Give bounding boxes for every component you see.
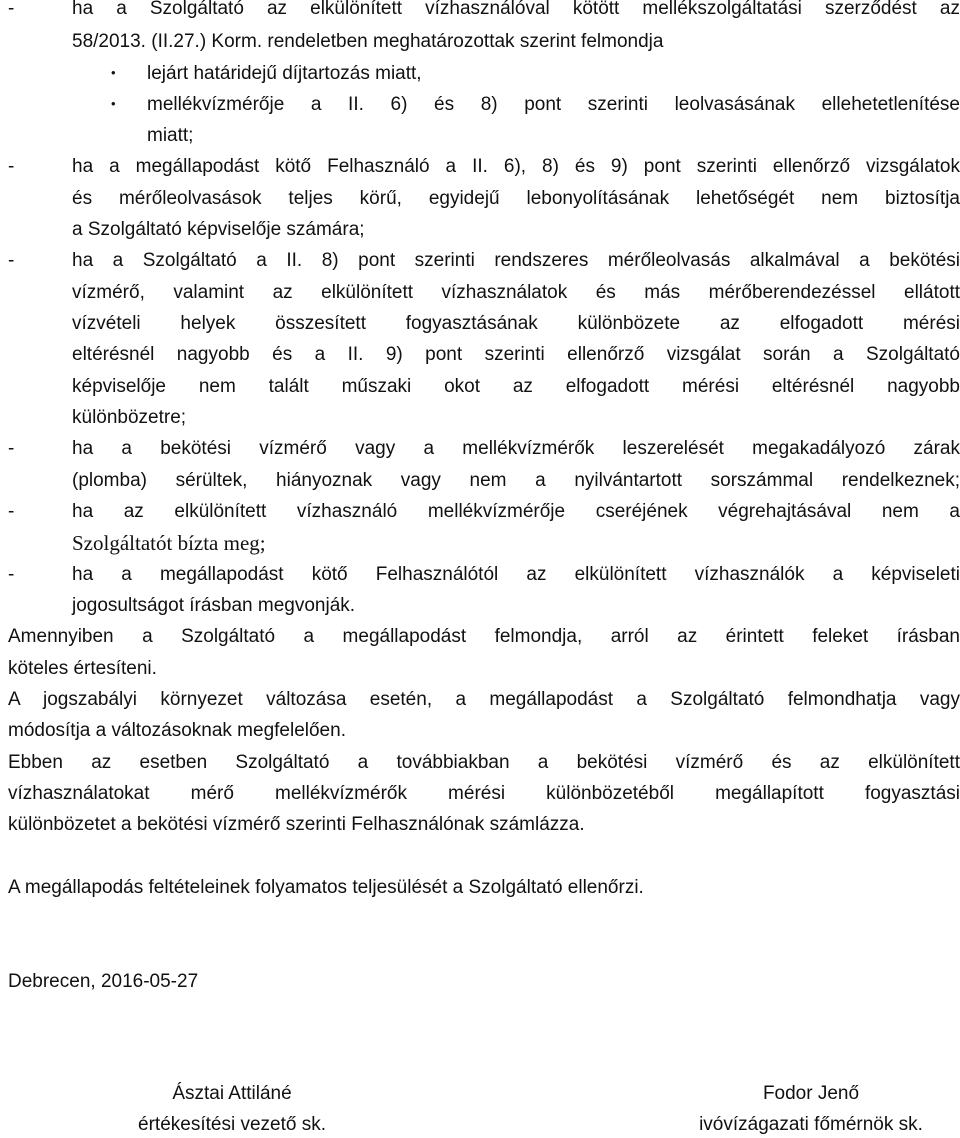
paragraph-line: módosítja a változásoknak megfelelően. (8, 720, 346, 741)
list-dash: - (8, 0, 15, 19)
paragraph-line: köteles értesíteni. (8, 658, 157, 679)
bullet-icon: • (111, 65, 116, 80)
list-item-line: ha a bekötési vízmérő vagy a mellékvízmérők leszerelését megakadályozó zárak (72, 438, 960, 459)
paragraph-line: Ebben az esetben Szolgáltató a továbbiakban a bekötési vízmérő és az elkülönített (8, 752, 960, 773)
list-item-line: (plomba) sérültek, hiányoznak vagy nem a nyilvántartott sorszámmal rendelkeznek; (72, 470, 960, 491)
list-dash: - (8, 250, 15, 271)
paragraph-line: A jogszabályi környezet változása esetén, a megállapodást a Szolgáltató felmondhatja vagy (8, 689, 960, 710)
paragraph-line: vízhasználatokat mérő mellékvízmérők mérési különbözetéből megállapított fogyasztási (8, 783, 960, 804)
sub-list-item-line: mellékvízmérője a II. 6) és 8) pont szerinti leolvasásának ellehetetlenítése (147, 94, 960, 115)
list-item-line: jogosultságot írásban megvonják. (72, 595, 356, 616)
list-item-line: a Szolgáltató képviselője számára; (72, 219, 365, 240)
paragraph-line: A megállapodás feltételeinek folyamatos teljesülését a Szolgáltató ellenőrzi. (8, 877, 644, 898)
signature-left-name: Ásztai Attiláné (172, 1083, 292, 1104)
signature-right-title: ivóvízágazati főmérnök sk. (699, 1114, 923, 1135)
signature-left-title: értékesítési vezető sk. (138, 1114, 326, 1135)
list-item-line: vízmérő, valamint az elkülönített vízhasználatok és más mérőberendezéssel ellátott (72, 282, 960, 303)
list-item-line: ha az elkülönített vízhasználó mellékvízmérője cseréjének végrehajtásával nem a (72, 501, 960, 522)
list-dash: - (8, 156, 15, 177)
signature-right-name: Fodor Jenő (762, 1083, 860, 1104)
list-item-line: képviselője nem talált műszaki okot az elfogadott mérési eltérésnél nagyobb (72, 376, 960, 397)
list-dash: - (8, 564, 15, 585)
list-item-line: vízvételi helyek összesített fogyasztásának különbözete az elfogadott mérési (72, 313, 960, 334)
list-item-line: ha a megállapodást kötő Felhasználótól az elkülönített vízhasználók a képviseleti (72, 564, 960, 585)
list-item-line: 58/2013. (II.27.) Korm. rendeletben meghatározottak szerint felmondja (72, 31, 664, 52)
sub-list-item-line: miatt; (147, 125, 194, 146)
list-item-line: eltérésnél nagyobb és a II. 9) pont szerinti ellenőrző vizsgálat során a Szolgáltató (72, 344, 960, 365)
sub-list-item-line: lejárt határidejű díjtartozás miatt, (147, 63, 422, 84)
list-item-line: ha a Szolgáltató a II. 8) pont szerinti rendszeres mérőleolvasás alkalmával a bekötési (72, 250, 960, 271)
paragraph-line: Amennyiben a Szolgáltató a megállapodást felmondja, arról az érintett feleket írásban (8, 626, 960, 647)
list-item-line: ha a megállapodást kötő Felhasználó a II. 6), 8) és 9) pont szerinti ellenőrző vizsgálatok (72, 156, 960, 177)
list-item-line: különbözetre; (72, 407, 187, 428)
list-item-line: ha a Szolgáltató az elkülönített vízhasználóval kötött mellékszolgáltatási szerződést az (72, 0, 960, 19)
place-date: Debrecen, 2016-05-27 (8, 971, 199, 992)
list-item-line: és mérőleolvasások teljes körű, egyidejű lebonyolításának lehetőségét nem biztosítja (72, 188, 960, 209)
paragraph-line: különbözetet a bekötési vízmérő szerinti Felhasználónak számlázza. (8, 814, 585, 835)
list-item-line: Szolgáltatót bízta meg; (72, 531, 266, 555)
list-dash: - (8, 501, 15, 522)
list-dash: - (8, 438, 15, 459)
bullet-icon: • (111, 96, 116, 111)
